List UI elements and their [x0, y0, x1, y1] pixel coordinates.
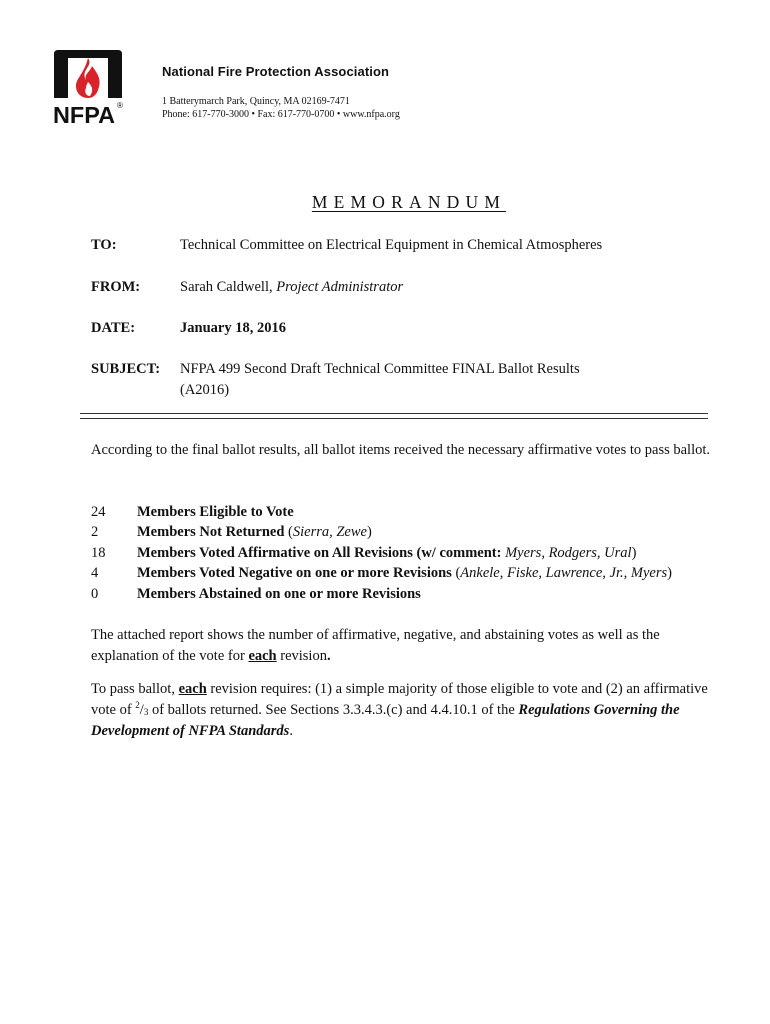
subject-value — [180, 359, 680, 401]
subject-line-2: (A2016) — [180, 382, 230, 398]
pass-requirements-paragraph: To pass ballot, each revision requires: (1) a simple majority of those eligible to vote and (2) an affirmative vote of $^2/_3$ of ballots returned. See Sections 3.3.4.3.(c) and 4.4.10.1 of the Regulations Governing the Development of NFPA Standards. — [91, 681, 708, 739]
vote-names-close: ) — [667, 565, 672, 581]
from-role: Project Administrator — [276, 279, 404, 295]
vote-names-open: ( — [451, 565, 461, 581]
pass-text-1: To pass ballot, — [91, 681, 179, 697]
vote-description — [137, 522, 372, 543]
attached-text-1: The attached report shows the number of affirmative, negative, and abstaining votes as well as the explanation of the vote for — [91, 627, 660, 664]
vote-description — [137, 502, 294, 523]
vote-names-close: ) — [366, 524, 372, 540]
org-header — [162, 64, 400, 121]
org-address: 1 Batterymarch Park, Quincy, MA 02169-7471 — [162, 96, 350, 107]
vote-count: 24 — [91, 504, 106, 520]
registered-mark: ® — [117, 101, 123, 110]
from-name: Sarah Caldwell, — [180, 279, 277, 295]
regulations-reference: Regulations Governing the Development of NFPA Standards — [91, 702, 680, 739]
from-value — [180, 277, 680, 298]
vote-label: Members Eligible to Vote — [137, 504, 294, 520]
vote-names-open: ( — [284, 524, 293, 540]
fraction-numerator: 2 — [135, 700, 140, 710]
nfpa-logo-graphic — [50, 46, 128, 128]
vote-count: 4 — [91, 565, 99, 581]
vote-count: 18 — [91, 545, 106, 561]
vote-description — [137, 584, 421, 605]
header-divider-top — [80, 413, 708, 414]
vote-description — [137, 563, 672, 584]
date-label: DATE: — [91, 320, 136, 336]
vote-names-close: ) — [631, 545, 637, 561]
attached-end: . — [326, 648, 331, 664]
vote-description — [137, 543, 636, 564]
pass-end: . — [289, 723, 293, 739]
vote-label: Members Voted Negative on one or more Revisions — [137, 565, 452, 581]
attached-emphasis: each — [248, 648, 277, 664]
org-contact: Phone: 617-770-3000 • Fax: 617-770-0700 • www.nfpa.org — [162, 109, 400, 120]
vote-count: 2 — [91, 524, 99, 540]
to-value: Technical Committee on Electrical Equipment in Chemical Atmospheres — [180, 237, 603, 253]
subject-label: SUBJECT: — [91, 361, 161, 377]
vote-count: 0 — [91, 586, 99, 602]
intro-paragraph: According to the final ballot results, all ballot items received the necessary affirmative votes to pass ballot. — [91, 442, 711, 458]
pass-text-3: of ballots returned. See Sections 3.3.4.3.(c) and 4.4.10.1 of the — [148, 702, 519, 718]
pass-emphasis: each — [178, 681, 207, 697]
vote-label: Members Abstained on one or more Revisions — [137, 586, 421, 602]
attached-text-2: revision — [276, 648, 327, 664]
org-name: National Fire Protection Association — [162, 64, 390, 79]
subject-line-1: NFPA 499 Second Draft Technical Committee FINAL Ballot Results — [180, 361, 580, 377]
header-divider-bottom — [80, 418, 708, 419]
pass-text-2: revision requires: (1) a simple majority of those eligible to vote and (2) an affirmative vote of — [91, 681, 708, 718]
vote-label: Members Not Returned — [137, 524, 285, 540]
vote-names: Sierra, Zewe — [292, 524, 367, 540]
fraction-denominator: 3 — [143, 707, 149, 717]
vote-label: Members Voted Affirmative on All Revisions (w/ comment: — [137, 545, 506, 561]
vote-names: Ankele, Fiske, Lawrence, Jr., Myers — [460, 565, 668, 581]
nfpa-logo — [50, 46, 128, 128]
vote-names: Myers, Rodgers, Ural — [505, 545, 632, 561]
logo-wordmark: NFPA — [53, 102, 115, 128]
from-label: FROM: — [91, 279, 141, 295]
memo-title: MEMORANDUM — [311, 192, 507, 212]
to-label: TO: — [91, 237, 117, 253]
attached-report-paragraph — [91, 625, 711, 667]
date-value: January 18, 2016 — [180, 320, 286, 336]
